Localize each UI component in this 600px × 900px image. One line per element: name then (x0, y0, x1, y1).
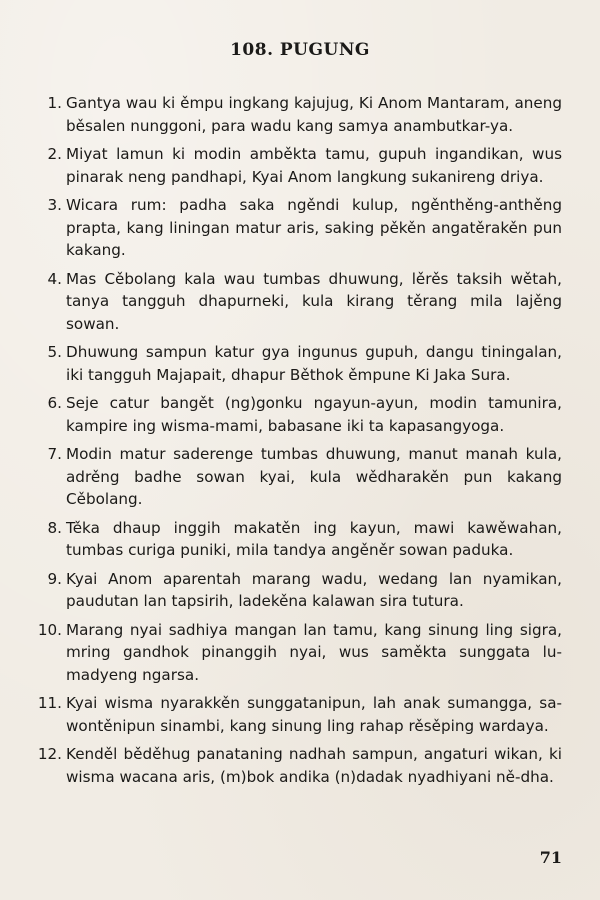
verse-text: Gantya wau ki ěmpu ingkang kajujug, Ki Anom Mantaram, aneng běsalen nunggoni, para wadu kang samya anambutkar-ya. (66, 94, 562, 135)
page-title: 108. PUGUNG (230, 40, 370, 60)
verse-text: Marang nyai sadhiya mangan lan tamu, kang sinung ling sigra, mring gandhok pinanggih nyai, wus saměkta sunggata lu-madyeng ngarsa. (66, 620, 562, 684)
verse-number: 7. (47, 445, 62, 463)
verse-number: 1. (47, 94, 62, 112)
verse-item (36, 143, 562, 188)
verse-item (36, 443, 562, 511)
verse-text: Kyai wisma nyarakkěn sunggatanipun, lah anak sumangga, sa-wontěnipun sinambi, kang sinung ling rahap rěsěping wardaya. (66, 694, 562, 735)
verse-item (36, 341, 562, 386)
verse-text: Dhuwung sampun katur gya ingunus gupuh, dangu tiningalan, iki tangguh Majapait, dhapur Běthok ěmpune Ki Jaka Sura. (66, 343, 562, 384)
verse-number: 12. (37, 745, 62, 763)
verse-item (36, 517, 562, 562)
verse-item (36, 619, 562, 687)
verse-text: Seje catur bangět (ng)gonku ngayun-ayun, modin tamunira, kampire ing wisma-mami, babasane iki ta kapasangyoga. (66, 394, 562, 435)
verse-item (36, 92, 562, 137)
verse-text: Wicara rum: padha saka ngěndi kulup, ngěnthěng-anthěng prapta, kang liningan matur aris, saking pěkěn angatěrakěn pun kakang. (66, 196, 562, 259)
page-number: 71 (539, 848, 562, 867)
verse-text: Mas Cěbolang kala wau tumbas dhuwung, lěrěs taksih wětah, tanya tangguh dhapurneki, kula kirang těrang mila lajěng sowan. (66, 269, 562, 333)
verse-text: Kyai Anom aparentah marang wadu, wedang lan nyamikan, paudutan lan tapsirih, ladekěna kalawan sira tutura. (66, 569, 562, 610)
verse-number: 8. (47, 518, 62, 537)
verse-number: 5. (47, 343, 62, 361)
verse-item (36, 568, 562, 613)
verse-number: 4. (47, 269, 62, 288)
verse-list (36, 92, 562, 794)
verse-item (36, 743, 562, 788)
verse-number: 11. (37, 694, 62, 712)
verse-number: 2. (47, 145, 62, 163)
verse-text: Modin matur saderenge tumbas dhuwung, manut manah kula, adrěng badhe sowan kyai, kula wědharakěn pun kakang Cěbolang. (66, 445, 562, 508)
verse-text: Těka dhaup inggih makatěn ing kayun, mawi kawěwahan, tumbas curiga puniki, mila tandya angěněr sowan paduka. (66, 518, 562, 559)
verse-item (36, 268, 562, 336)
verse-number: 10. (37, 620, 62, 639)
verse-number: 9. (47, 569, 62, 588)
verse-item (36, 392, 562, 437)
verse-text: Miyat lamun ki modin amběkta tamu, gupuh ingandikan, wus pinarak neng pandhapi, Kyai Anom langkung sukanireng driya. (66, 145, 562, 186)
verse-number: 6. (47, 394, 62, 412)
verse-number: 3. (47, 196, 62, 214)
verse-item (36, 692, 562, 737)
verse-text: Kenděl běděhug panataning nadhah sampun, angaturi wikan, ki wisma wacana aris, (m)bok andika (n)dadak nyadhiyani ně-dha. (66, 745, 562, 786)
verse-item (36, 194, 562, 262)
